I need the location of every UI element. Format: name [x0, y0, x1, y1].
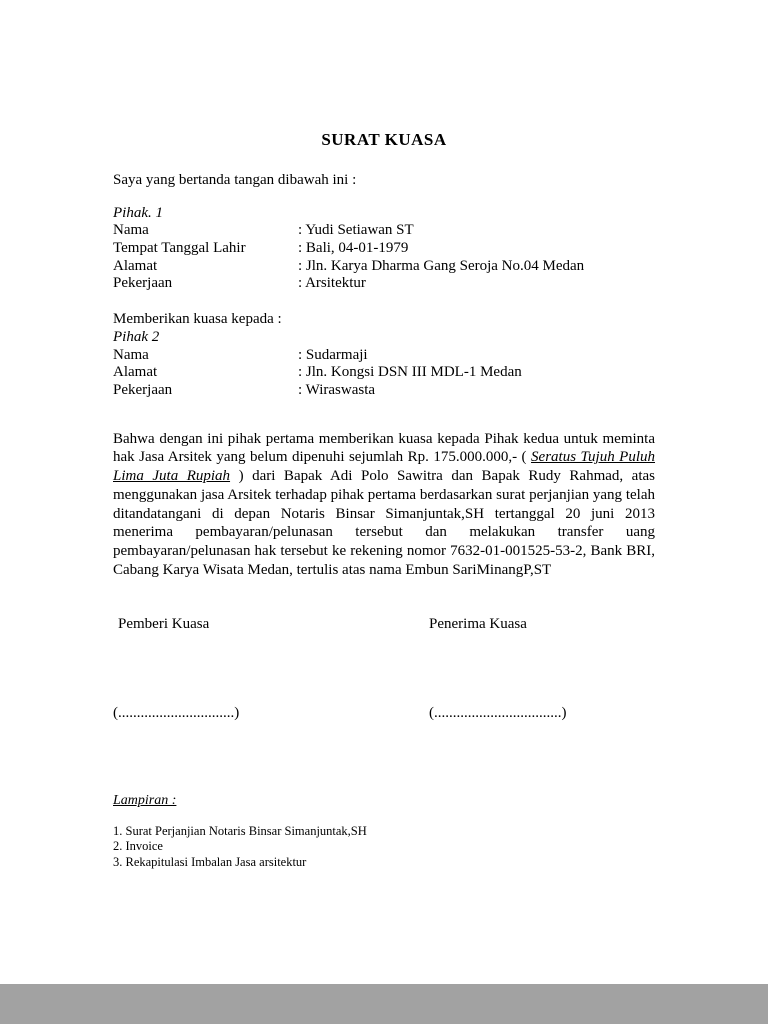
viewer-bottom-bar — [0, 984, 768, 1024]
lampiran-item: 3. Rekapitulasi Imbalan Jasa arsitektur — [113, 854, 307, 869]
lampiran-item: 2. Invoice — [113, 839, 163, 854]
signature-labels — [113, 616, 655, 634]
intro-line: Saya yang bertanda tangan dibawah ini : — [113, 172, 357, 189]
lampiran-heading: Lampiran : — [113, 792, 177, 808]
giver-label: Pemberi Kuasa — [118, 615, 210, 632]
field-row — [113, 222, 655, 240]
field-row — [113, 382, 655, 400]
field-value: : Bali, 04-01-1979 — [298, 240, 409, 257]
party-1-heading: Pihak. 1 — [113, 204, 163, 221]
field-label: Alamat — [113, 364, 158, 381]
paragraph-part-1: Bahwa dengan ini pihak pertama memberikan kuasa kepada Pihak kedua untuk meminta hak Jasa Arsitek yang belum dipenuhi sejumlah Rp. 175.000.000,- ( — [113, 430, 655, 466]
field-row — [113, 364, 655, 382]
lampiran-item: 1. Surat Perjanjian Notaris Binsar Simanjuntak,SH — [113, 823, 367, 838]
field-label: Pekerjaan — [113, 381, 173, 398]
field-value: : Jln. Kongsi DSN III MDL-1 Medan — [298, 364, 522, 381]
amount-in-words: Seratus Tujuh Puluh Lima Juta Rupiah — [113, 449, 655, 485]
field-label: Tempat Tanggal Lahir — [113, 240, 246, 257]
body-paragraph — [113, 430, 655, 580]
receiver-label: Penerima Kuasa — [429, 615, 527, 632]
lampiran-list — [113, 824, 655, 871]
field-value: : Jln. Karya Dharma Gang Seroja No.04 Medan — [298, 257, 585, 274]
receiver-signature-line: (..................................) — [429, 705, 567, 722]
field-value: : Wiraswasta — [298, 381, 376, 398]
document-title: SURAT KUASA — [321, 130, 447, 149]
field-row — [113, 258, 655, 276]
field-label: Nama — [113, 346, 149, 363]
grant-line: Memberikan kuasa kepada : — [113, 311, 282, 328]
field-label: Pekerjaan — [113, 275, 173, 292]
party-2-heading: Pihak 2 — [113, 328, 160, 345]
field-value: : Yudi Setiawan ST — [298, 222, 414, 239]
field-label: Alamat — [113, 257, 158, 274]
field-row — [113, 240, 655, 258]
field-label: Nama — [113, 222, 149, 239]
field-row — [113, 347, 655, 365]
field-value: : Sudarmaji — [298, 346, 368, 363]
field-value: : Arsitektur — [298, 275, 366, 292]
signature-lines — [113, 705, 655, 723]
giver-signature-line: (...............................) — [113, 705, 240, 722]
field-row — [113, 275, 655, 293]
paragraph-part-2: ) dari Bapak Adi Polo Sawitra dan Bapak Rudy Rahmad, atas menggunakan jasa Arsitek terhadap pihak pertama berdasarkan surat perjanjian yang telah ditandatangani di depan Notaris Binsar Simanjuntak,SH tertanggal 20 juni 2013 menerima pembayaran/pelunasan tersebut dan melakukan transfer uang pembayaran/pelunasan hak tersebut ke rekening nomor 7632-01-001525-53-2, Bank BRI, Cabang Karya Wisata Medan, tertulis atas nama Embun SariMinangP,ST — [113, 468, 655, 578]
